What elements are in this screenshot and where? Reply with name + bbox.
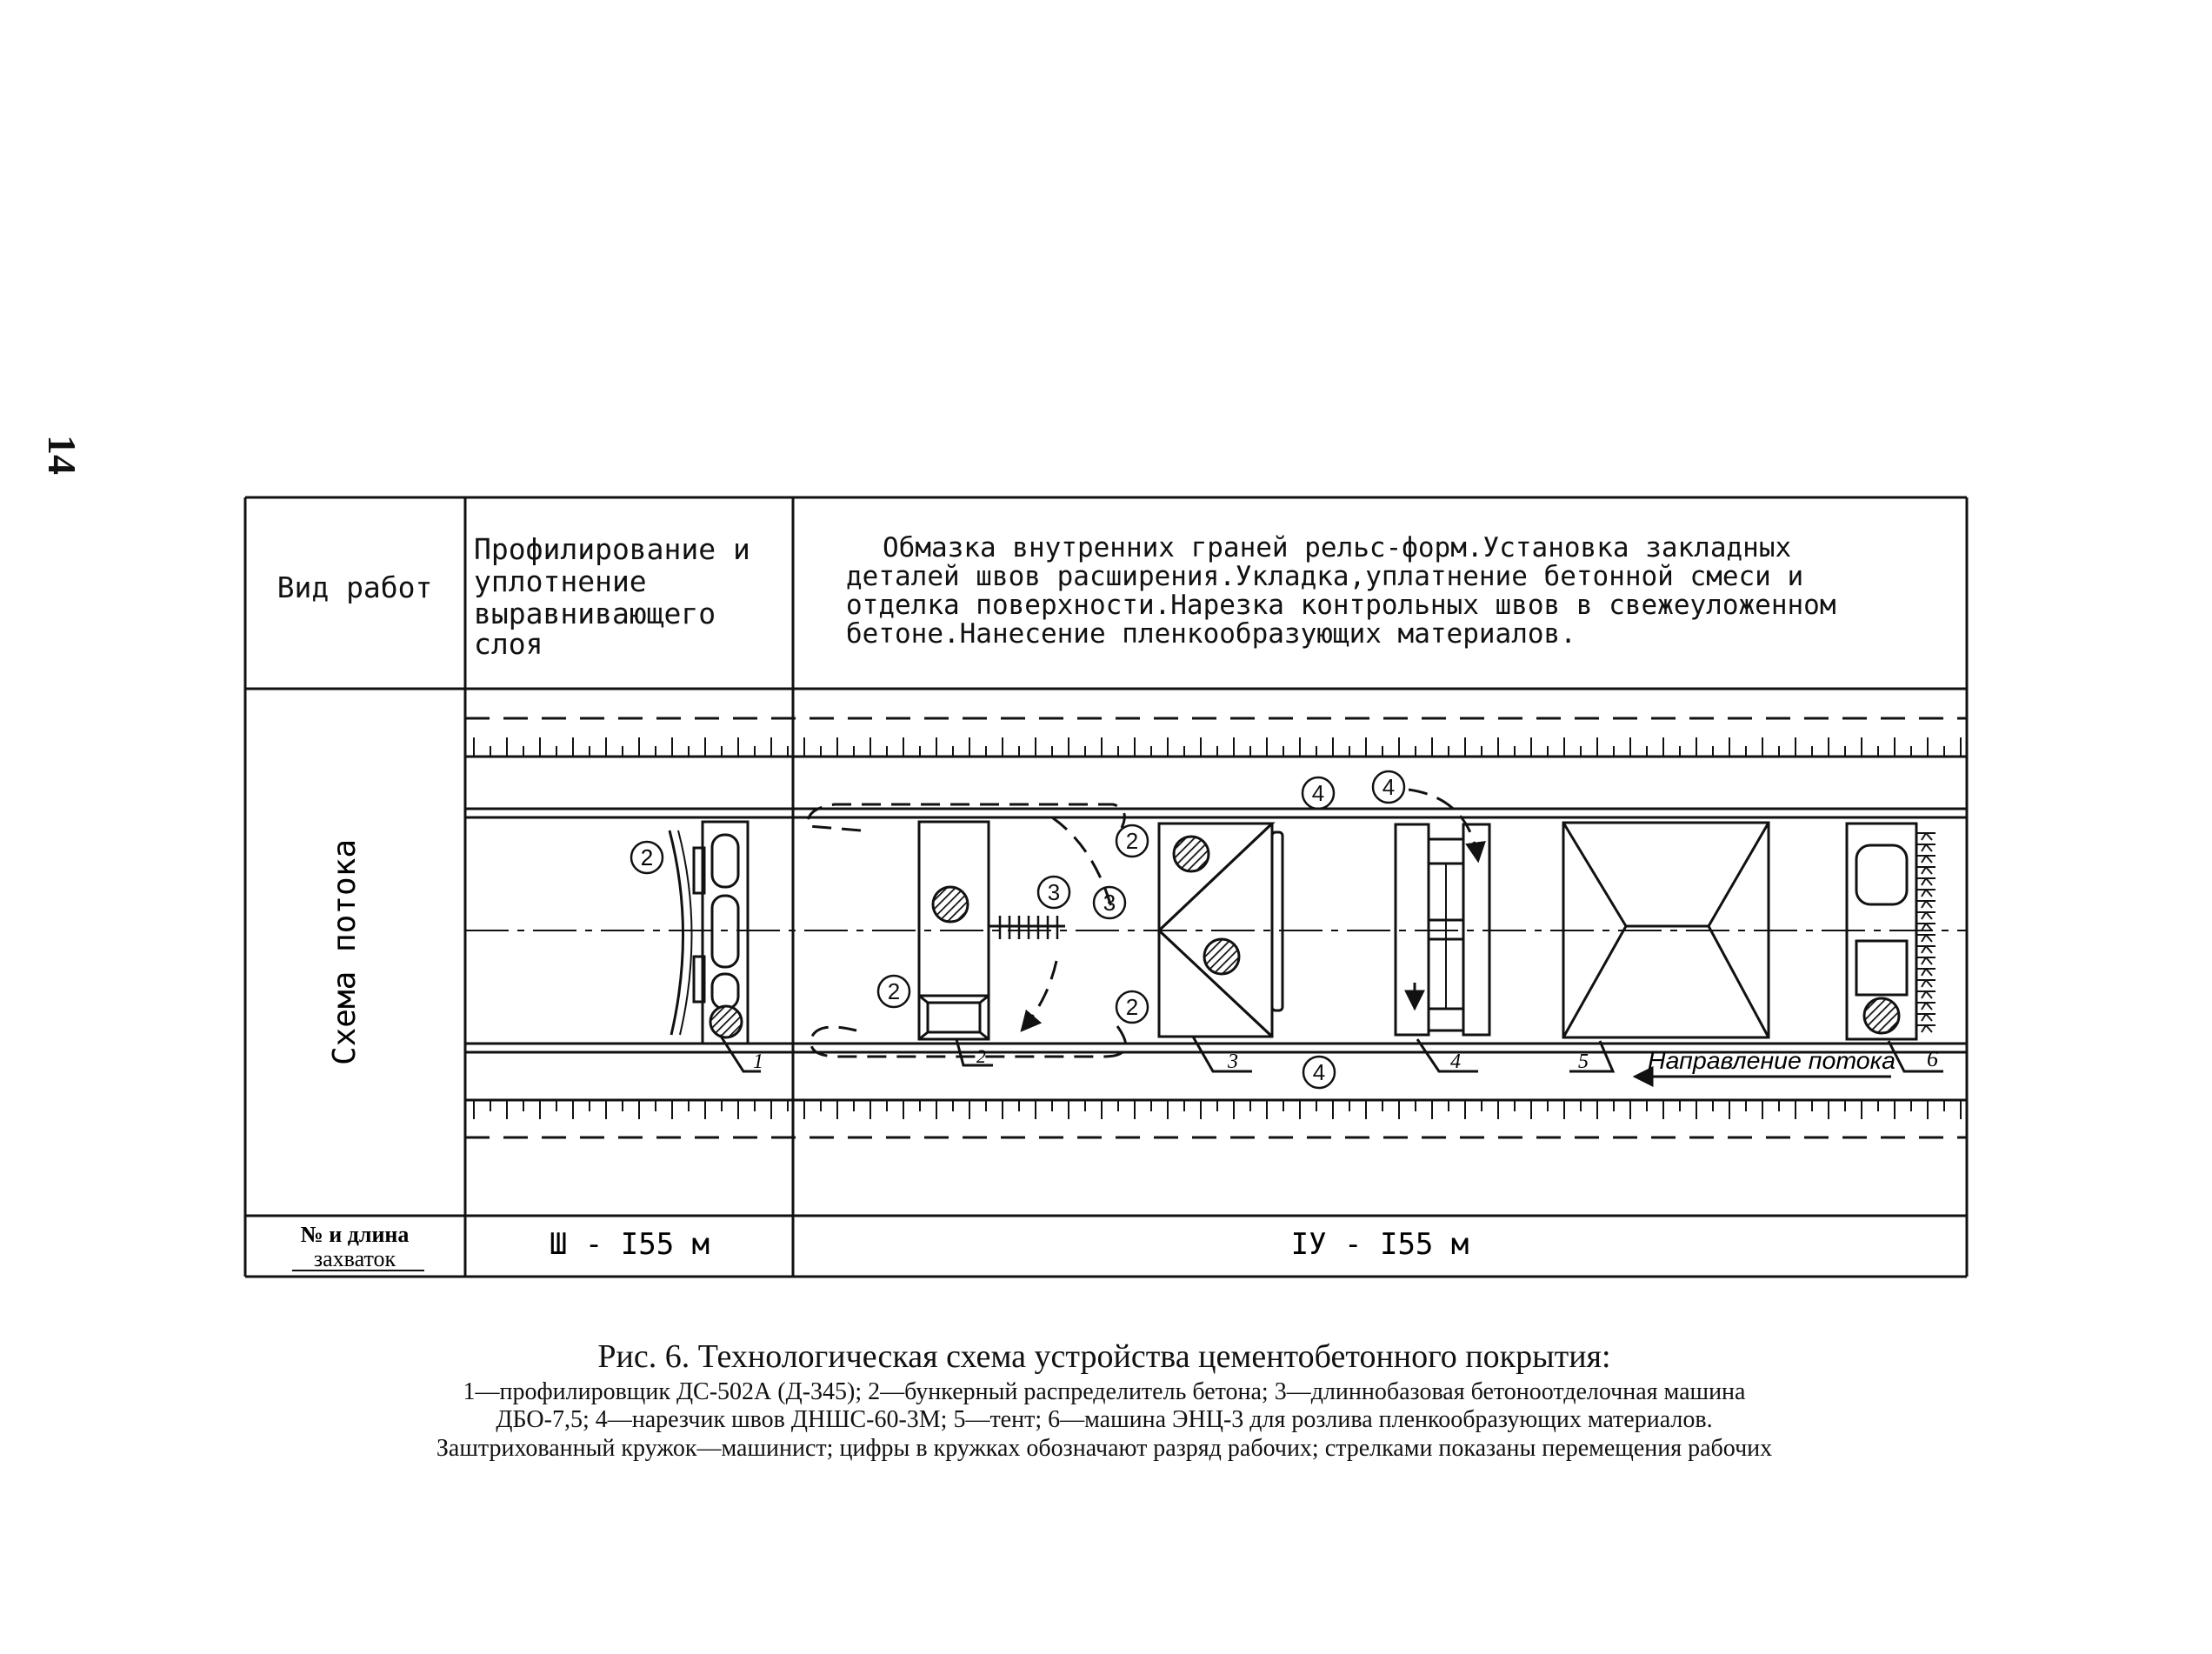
machine-label: 4 xyxy=(1450,1050,1461,1073)
stage2-work-line: отделка поверхности.Нарезка контрольных швов в свежеуложенном xyxy=(846,590,1836,621)
stage1-work-line: слоя xyxy=(474,627,543,661)
flow-direction-label: Направление потока xyxy=(1648,1047,1896,1074)
operator-hatched-icon xyxy=(1174,837,1209,871)
stage2-work-line: бетоне.Нанесение пленкообразующих материалов. xyxy=(846,618,1576,650)
stage2-length: IУ - I55 м xyxy=(1290,1227,1469,1262)
film-sprayer-machine xyxy=(1847,824,1943,1071)
road-strip xyxy=(465,718,1967,1137)
worker-grade-label: 4 xyxy=(1382,774,1396,800)
worker-grade-label: 2 xyxy=(640,844,654,870)
figure-caption-title: Рис. 6. Технологическая схема устройства цементобетонного покрытия: xyxy=(597,1338,1611,1375)
tent xyxy=(1563,823,1769,1071)
worker-grade-label: 4 xyxy=(1312,1059,1326,1085)
row-label-flow-scheme: Схема потока xyxy=(327,838,363,1066)
row-label-work-type: Вид работ xyxy=(276,570,433,604)
bunker-distributor-machine xyxy=(919,822,1065,1065)
figure-caption-legend: 1—профилировщик ДС-502А (Д-345); 2—бункерный распределитель бетона; 3—длиннобазовая бетоноотделочная машина xyxy=(463,1378,1746,1405)
row-label-stage-length: захваток xyxy=(313,1246,396,1271)
machine-label: 3 xyxy=(1228,1050,1238,1073)
figure-caption-legend: ДБО-7,5; 4—нарезчик швов ДНШС-60-3М; 5—тент; 6—машина ЭНЦ-3 для розлива пленкообразующих материалов. xyxy=(496,1406,1713,1433)
operator-hatched-icon xyxy=(1204,939,1239,974)
worker-grade-label: 2 xyxy=(887,978,901,1004)
stage1-work-line: выравнивающего xyxy=(474,597,716,630)
machine-label: 1 xyxy=(753,1050,763,1073)
operator-hatched-icon xyxy=(1864,998,1899,1033)
machine-label: 6 xyxy=(1927,1046,1938,1071)
machine-label: 2 xyxy=(976,1045,986,1067)
stage1-work-line: уплотнение xyxy=(474,564,647,598)
profiler-machine xyxy=(670,822,761,1071)
joint-cutter-machine xyxy=(1396,824,1489,1071)
finishing-machine xyxy=(1159,824,1283,1071)
operator-hatched-icon xyxy=(710,1006,742,1037)
worker-grade-label: 2 xyxy=(1125,994,1139,1020)
worker-grade-label: 3 xyxy=(1047,879,1061,905)
machine-label: 5 xyxy=(1578,1050,1589,1073)
stage1-work-line: Профилирование и xyxy=(474,532,750,566)
stage2-work-line: деталей швов расширения.Укладка,уплатнение бетонной смеси и xyxy=(846,561,1804,592)
page-number: 14 xyxy=(40,435,84,475)
worker-grade-label: 3 xyxy=(1103,890,1116,916)
row-label-stage-length: № и длина xyxy=(300,1222,410,1247)
operator-hatched-icon xyxy=(933,887,968,922)
stage2-work-line: Обмазка внутренних граней рельс-форм.Установка закладных xyxy=(883,532,1792,564)
worker-grade-label: 4 xyxy=(1311,780,1325,806)
figure-caption-note: Заштрихованный кружок—машинист; цифры в кружках обозначают разряд рабочих; стрелками показаны перемещения рабочих xyxy=(436,1435,1773,1462)
worker-grade-label: 2 xyxy=(1125,828,1139,854)
stage1-length: Ш - I55 м xyxy=(549,1227,710,1262)
